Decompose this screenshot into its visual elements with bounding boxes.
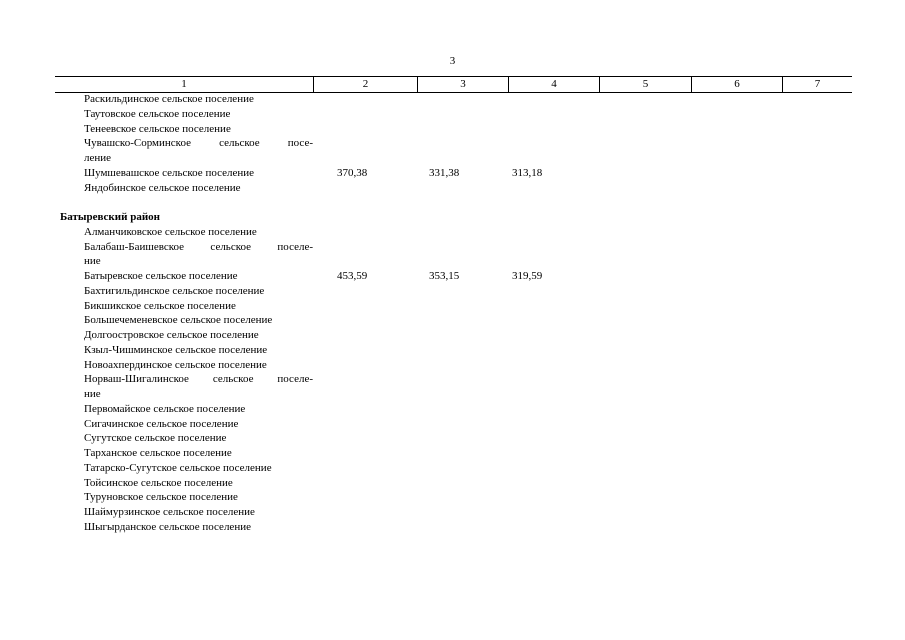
settlement-name-line: Шаймурзинское сельское поселение bbox=[84, 506, 255, 518]
column-header-6: 6 bbox=[691, 77, 782, 92]
settlement-name-line: Норваш-Шигалинское сельское поселе- bbox=[84, 373, 313, 386]
table-row bbox=[55, 240, 852, 270]
settlement-name-line: Тенеевское сельское поселение bbox=[84, 122, 231, 135]
table-row bbox=[55, 343, 852, 358]
settlement-name-cell bbox=[55, 505, 313, 520]
settlement-name-line: Татарско-Сугутское сельское поселение bbox=[84, 461, 272, 474]
settlement-name-cell bbox=[55, 358, 313, 373]
settlement-name-line: Туруновское сельское поселение bbox=[84, 491, 238, 504]
table-row bbox=[55, 166, 852, 181]
settlement-name-line: Тарханское сельское поселение bbox=[84, 447, 232, 459]
table-row bbox=[55, 299, 852, 314]
settlement-name-line: Кзыл-Чишминское сельское поселение bbox=[84, 343, 268, 356]
value-cell-col-3: 353,15 bbox=[429, 270, 460, 282]
table-body bbox=[55, 92, 852, 535]
table-row bbox=[55, 358, 852, 373]
table-row bbox=[55, 372, 852, 402]
column-header-4: 4 bbox=[508, 77, 599, 92]
section-spacer bbox=[55, 195, 852, 210]
settlement-name-line: Яндобинское сельское поселение bbox=[84, 181, 241, 194]
settlement-name-cell bbox=[55, 490, 313, 505]
value-cell-col-4: 313,18 bbox=[512, 166, 543, 179]
value-cell-col-3: 331,38 bbox=[429, 166, 460, 179]
settlement-name-line: Сугутское сельское поселение bbox=[84, 432, 227, 445]
table-row bbox=[55, 284, 852, 299]
settlement-name-line: Алманчиковское сельское поселение bbox=[84, 225, 257, 238]
settlement-name-cell bbox=[55, 284, 313, 299]
column-header-5: 5 bbox=[599, 77, 691, 92]
settlement-name-cell bbox=[55, 92, 313, 107]
settlement-name-line: ние bbox=[84, 388, 101, 400]
settlement-name-cell bbox=[55, 476, 313, 491]
settlement-name-cell bbox=[55, 328, 313, 343]
table-row bbox=[55, 328, 852, 343]
table-row bbox=[55, 107, 852, 122]
settlement-name-cell bbox=[55, 269, 313, 284]
column-header-2: 2 bbox=[313, 77, 417, 92]
settlement-name-line: Шыгырданское сельское поселение bbox=[84, 520, 251, 533]
table-row bbox=[55, 520, 852, 535]
settlement-name-cell bbox=[55, 181, 313, 196]
table-header-row bbox=[55, 76, 852, 93]
table-row bbox=[55, 490, 852, 505]
settlement-name-line: Раскильдинское сельское поселение bbox=[84, 93, 254, 105]
value-cell-col-2: 370,38 bbox=[337, 166, 368, 179]
settlement-name-line: Большечеменевское сельское поселение bbox=[84, 314, 273, 327]
settlement-name-line: Таутовское сельское поселение bbox=[84, 107, 231, 120]
settlement-name-line: ление bbox=[84, 152, 112, 164]
settlement-name-cell bbox=[55, 520, 313, 535]
settlement-name-cell bbox=[55, 446, 313, 461]
district-row bbox=[55, 210, 852, 225]
value-cell-col-4: 319,59 bbox=[512, 270, 543, 282]
settlement-name-cell bbox=[55, 166, 313, 181]
table-row bbox=[55, 313, 852, 328]
settlement-name-line: Чувашско-Сорминское сельское посе- bbox=[84, 137, 313, 150]
table-row bbox=[55, 269, 852, 284]
settlement-name-line: Новоахпердинское сельское поселение bbox=[84, 358, 267, 371]
settlement-name-line: Первомайское сельское поселение bbox=[84, 402, 246, 415]
settlement-name-cell bbox=[55, 402, 313, 417]
table-row bbox=[55, 225, 852, 240]
column-header-7: 7 bbox=[782, 77, 852, 92]
table-row bbox=[55, 446, 852, 461]
settlement-name-cell bbox=[55, 343, 313, 358]
table-row bbox=[55, 181, 852, 196]
column-header-3: 3 bbox=[417, 77, 508, 92]
district-heading: Батыревский район bbox=[60, 211, 160, 223]
settlement-name-cell bbox=[55, 107, 313, 122]
column-header-1: 1 bbox=[181, 78, 187, 90]
settlement-name-line: Бикшикское сельское поселение bbox=[84, 299, 236, 312]
table-row bbox=[55, 92, 852, 107]
settlement-name-cell bbox=[55, 461, 313, 476]
settlement-name-cell bbox=[55, 240, 313, 270]
table-row bbox=[55, 402, 852, 417]
settlement-name-line: Балабаш-Баишевское сельское поселе- bbox=[84, 240, 313, 253]
settlement-name-line: Долгоостровское сельское поселение bbox=[84, 329, 259, 341]
settlement-name-line: Сигачинское сельское поселение bbox=[84, 417, 239, 430]
settlement-name-cell bbox=[55, 417, 313, 432]
table-row bbox=[55, 417, 852, 432]
settlement-name-cell bbox=[55, 313, 313, 328]
settlement-name-line: ние bbox=[84, 255, 101, 268]
table-row bbox=[55, 461, 852, 476]
table-row bbox=[55, 122, 852, 137]
settlement-name-line: Шумшевашское сельское поселение bbox=[84, 166, 255, 179]
page-number: 3 bbox=[449, 55, 456, 67]
settlement-name-line: Бахтигильдинское сельское поселение bbox=[84, 284, 265, 297]
settlement-name-cell bbox=[55, 299, 313, 314]
settlement-name-cell bbox=[55, 431, 313, 446]
settlement-name-line: Батыревское сельское поселение bbox=[84, 270, 238, 282]
settlement-name-cell bbox=[55, 122, 313, 137]
table-row bbox=[55, 505, 852, 520]
settlement-name-cell bbox=[55, 225, 313, 240]
value-cell-col-2: 453,59 bbox=[337, 270, 368, 282]
settlement-name-line: Тойсинское сельское поселение bbox=[84, 476, 233, 489]
settlement-name-cell bbox=[55, 372, 313, 402]
table-row bbox=[55, 136, 852, 166]
table-row bbox=[55, 431, 852, 446]
settlement-name-cell bbox=[55, 136, 313, 166]
table-row bbox=[55, 476, 852, 491]
